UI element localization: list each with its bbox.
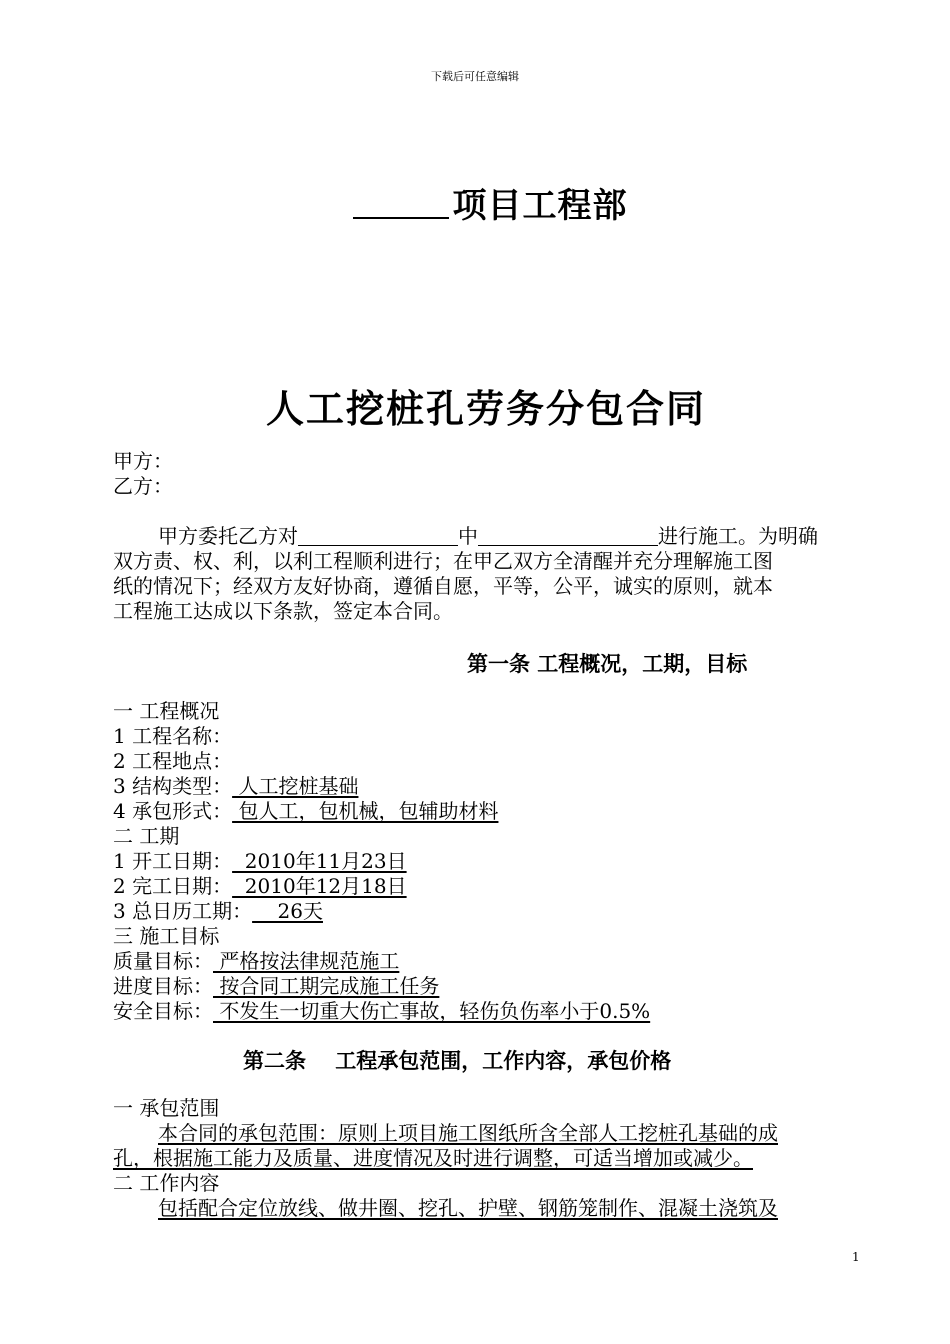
intro-text-a: 甲方委托乙方对: [158, 524, 298, 548]
quality-target: [113, 949, 399, 973]
start-date-label: 1 开工日期：: [113, 849, 233, 873]
end-date: [113, 874, 407, 898]
progress-target: [113, 974, 439, 998]
department-blank: [353, 187, 449, 219]
progress-target-value: 按合同工期完成施工任务: [213, 974, 440, 998]
intro-line-4: 工程施工达成以下条款，签定本合同。: [113, 599, 453, 623]
end-date-label: 2 完工日期：: [113, 874, 233, 898]
quality-target-value: 严格按法律规范施工: [213, 949, 400, 973]
art2-section-2: 二 工作内容: [113, 1171, 220, 1195]
header-note: 下载后可任意编辑: [431, 70, 519, 83]
total-duration: [113, 899, 323, 923]
contract-form: [113, 799, 498, 823]
progress-target-label: 进度目标：: [113, 974, 213, 998]
intro-line-3: 纸的情况下；经双方友好协商，遵循自愿，平等，公平，诚实的原则，就本: [113, 574, 773, 598]
scope-line-1: 本合同的承包范围：原则上项目施工图纸所含全部人工挖桩孔基础的成: [158, 1121, 778, 1145]
intro-text-b: 中: [458, 524, 478, 548]
contract-form-value: 包人工，包机械，包辅助材料: [232, 799, 499, 823]
safety-target: [113, 999, 650, 1023]
intro-text-c: 进行施工。为明确: [658, 524, 818, 548]
party-b: 乙方：: [113, 474, 173, 498]
safety-target-label: 安全目标：: [113, 999, 213, 1023]
structure-type-value: 人工挖桩基础: [232, 774, 359, 798]
end-date-value: 2010年12月18日: [232, 874, 407, 898]
department-suffix: 项目工程部: [452, 186, 628, 226]
contract-form-label: 4 承包形式：: [113, 799, 233, 823]
scope-line-2: 孔，根据施工能力及质量、进度情况及时进行调整，可适当增加或减少。: [113, 1146, 753, 1170]
intro-line-2: 双方责、权、利，以利工程顺利进行；在甲乙双方全清醒并充分理解施工图: [113, 549, 773, 573]
party-a: 甲方：: [113, 449, 173, 473]
art1-section-3: 三 施工目标: [113, 924, 220, 948]
work-line-1: 包括配合定位放线、做井圈、挖孔、护壁、钢筋笼制作、混凝土浇筑及: [158, 1196, 778, 1220]
department-title: [0, 178, 950, 227]
project-place-label: 2 工程地点：: [113, 749, 233, 773]
page-number: 1: [852, 1250, 860, 1264]
project-name-label: 1 工程名称：: [113, 724, 233, 748]
art1-section-2: 二 工期: [113, 824, 180, 848]
safety-target-value: 不发生一切重大伤亡事故，轻伤负伤率小于0.5%: [213, 999, 651, 1023]
article-1-heading: 第一条 工程概况，工期，目标: [467, 651, 748, 676]
contract-title: 人工挖桩孔劳务分包合同: [265, 386, 706, 431]
total-duration-label: 3 总日历工期：: [113, 899, 253, 923]
structure-type: [113, 774, 358, 798]
quality-target-label: 质量目标：: [113, 949, 213, 973]
total-duration-value: 26天: [252, 899, 323, 923]
article-2-heading: 第二条 工程承包范围，工作内容，承包价格: [243, 1048, 672, 1073]
intro-blank-2: [478, 525, 658, 546]
art2-section-1: 一 承包范围: [113, 1096, 220, 1120]
art1-section-1: 一 工程概况: [113, 699, 220, 723]
start-date: [113, 849, 407, 873]
start-date-value: 2010年11月23日: [232, 849, 407, 873]
structure-type-label: 3 结构类型：: [113, 774, 233, 798]
intro-blank-1: [298, 525, 458, 546]
intro-line-1: [113, 524, 818, 548]
